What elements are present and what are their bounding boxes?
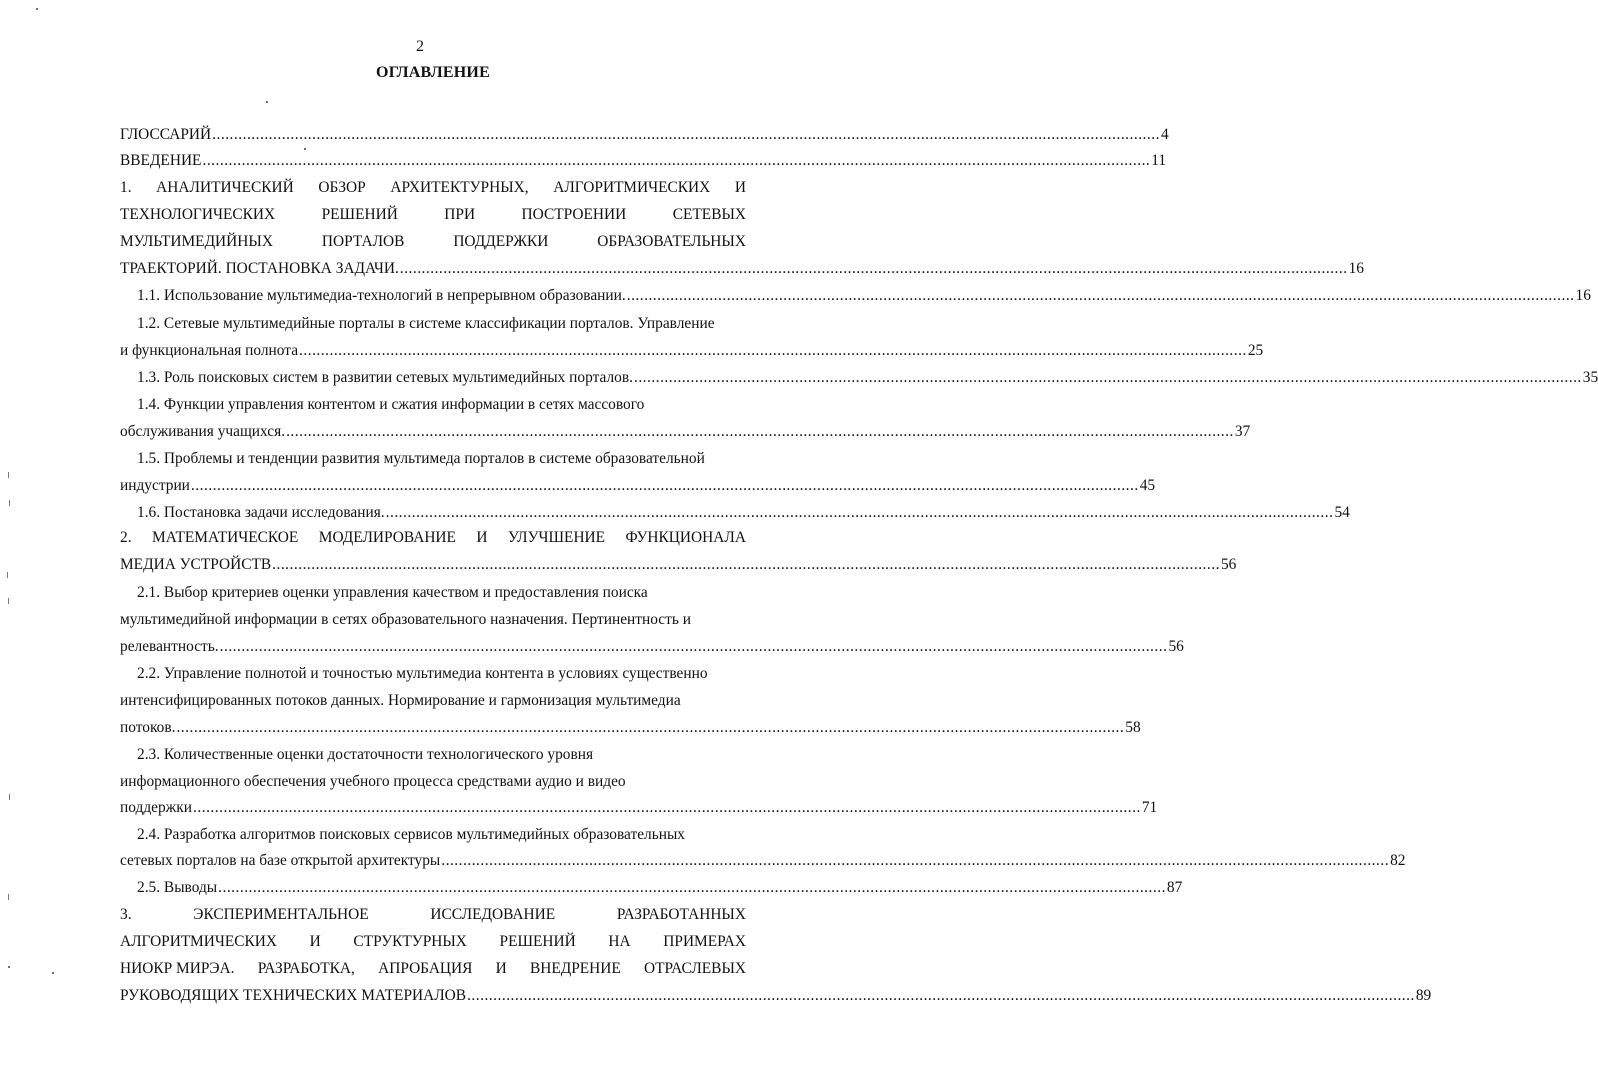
toc-line	[0, 175, 798, 201]
scan-speck	[36, 8, 38, 10]
scan-speck	[8, 598, 9, 604]
toc-line	[0, 848, 1406, 874]
toc-line	[0, 446, 798, 472]
toc-word: И	[734, 179, 746, 196]
toc-entry-title: 1.3. Роль поисковых систем в развитии сетевых мультимедийных порталов.	[137, 369, 633, 386]
dot-leader: ..........................................................................................................................................................................................................................	[467, 987, 1415, 1004]
toc-text: 2.2. Управление полнотой и точностью мультимедиа контента в условиях существенно	[137, 665, 708, 682]
toc-page-number: 16	[1575, 287, 1591, 304]
toc-entry-title: ТРАЕКТОРИЙ. ПОСТАНОВКА ЗАДАЧИ.	[120, 260, 399, 277]
toc-entry-title: МЕДИА УСТРОЙСТВ	[120, 556, 272, 573]
toc-word: НА	[608, 933, 631, 950]
toc-line	[0, 392, 798, 418]
toc-word: ИССЛЕДОВАНИЕ	[430, 906, 556, 923]
toc-line	[0, 229, 798, 255]
toc-entry-title: ГЛОССАРИЙ	[120, 126, 212, 143]
toc-line	[0, 983, 1432, 1009]
toc-word: РАЗРАБОТАННЫХ	[616, 906, 746, 923]
toc-word: ЭКСПЕРИМЕНТАЛЬНОЕ	[193, 906, 369, 923]
toc-word: ПОСТРОЕНИИ	[521, 206, 627, 223]
toc-word: СТРУКТУРНЫХ	[353, 933, 467, 950]
toc-text: 2.3. Количественные оценки достаточности технологического уровня	[137, 746, 594, 763]
toc-word: РАЗРАБОТКА,	[257, 960, 355, 977]
toc-page-number: 25	[1247, 342, 1264, 359]
toc-page-number: 56	[1220, 556, 1237, 573]
toc-word: И	[495, 960, 507, 977]
scan-speck	[8, 966, 10, 968]
toc-word: МАТЕМАТИЧЕСКОЕ	[152, 529, 299, 546]
toc-page-number: 4	[1160, 126, 1169, 143]
toc-word: 3.	[120, 906, 132, 923]
toc-line	[0, 283, 1591, 309]
toc-line	[0, 365, 1598, 391]
toc-word: И	[476, 529, 488, 546]
toc-page-number: 56	[1168, 638, 1184, 655]
toc-line	[0, 338, 1264, 364]
toc-entry-title: РУКОВОДЯЩИХ ТЕХНИЧЕСКИХ МАТЕРИАЛОВ	[120, 987, 467, 1004]
toc-entry-title: обслуживания учащихся.	[120, 423, 286, 440]
toc-entry-title: поддержки	[120, 799, 193, 816]
toc-entry-title: ВВЕДЕНИЕ	[120, 152, 202, 169]
dot-leader: ..........................................................................................................................................................................................................................	[626, 287, 1575, 304]
page-title: ОГЛАВЛЕНИЕ	[376, 64, 490, 81]
toc-line	[0, 552, 1237, 578]
toc-line	[0, 795, 1158, 821]
dot-leader: ..........................................................................................................................................................................................................................	[190, 477, 1139, 494]
toc-word: ВНЕДРЕНИЕ	[529, 960, 621, 977]
toc-page-number: 82	[1390, 852, 1406, 869]
scan-speck	[9, 500, 10, 506]
toc-word: ПРИМЕРАХ	[663, 933, 746, 950]
toc-word: СЕТЕВЫХ	[672, 206, 746, 223]
scan-speck	[52, 972, 54, 974]
dot-leader: ..........................................................................................................................................................................................................................	[399, 260, 1348, 277]
toc-word: ФУНКЦИОНАЛА	[625, 529, 746, 546]
toc-word: НИОКР МИРЭА.	[120, 960, 235, 977]
toc-line	[0, 256, 1364, 282]
toc-page-number: 45	[1139, 477, 1156, 494]
toc-word: УЛУЧШЕНИЕ	[508, 529, 606, 546]
toc-line	[0, 580, 798, 606]
toc-text: 1.5. Проблемы и тенденции развития мультимеда порталов в системе образовательной	[137, 450, 705, 467]
toc-page-number: 71	[1141, 799, 1158, 816]
toc-text: 1.2. Сетевые мультимедийные порталы в системе классификации порталов. Управление	[137, 315, 715, 332]
toc-line	[0, 148, 1167, 174]
dot-leader: ..........................................................................................................................................................................................................................	[176, 719, 1125, 736]
toc-line	[0, 742, 798, 768]
toc-page-number: 11	[1151, 152, 1167, 169]
toc-word: ПРИ	[444, 206, 476, 223]
toc-line	[0, 473, 1156, 499]
toc-text: 1.4. Функции управления контентом и сжатия информации в сетях массового	[137, 396, 645, 413]
toc-word: ОБЗОР	[318, 179, 366, 196]
toc-word: АРХИТЕКТУРНЫХ,	[390, 179, 529, 196]
toc-line	[0, 688, 798, 714]
toc-entry-title: 2.5. Выводы	[137, 879, 218, 896]
toc-word: АЛГОРИТМИЧЕСКИХ	[120, 933, 278, 950]
toc-word: АЛГОРИТМИЧЕСКИХ	[553, 179, 711, 196]
toc-word: РЕШЕНИЙ	[321, 206, 398, 223]
toc-line	[0, 956, 798, 982]
toc-line	[0, 715, 1141, 741]
scan-speck	[8, 472, 9, 478]
toc-word: ОТРАСЛЕВЫХ	[644, 960, 746, 977]
toc-line	[0, 929, 798, 955]
toc-word: РЕШЕНИЙ	[499, 933, 576, 950]
toc-word: И	[309, 933, 321, 950]
toc-line	[0, 902, 798, 928]
dot-leader: ..........................................................................................................................................................................................................................	[202, 152, 1151, 169]
toc-line	[0, 525, 798, 551]
toc-entry-title: потоков.	[120, 719, 176, 736]
scan-speck	[7, 572, 8, 578]
dot-leader: ..........................................................................................................................................................................................................................	[441, 852, 1390, 869]
toc-word: ТЕХНОЛОГИЧЕСКИХ	[120, 206, 276, 223]
dot-leader: ..........................................................................................................................................................................................................................	[212, 126, 1160, 143]
toc-line	[0, 661, 798, 687]
toc-page-number: 89	[1415, 987, 1432, 1004]
toc-page-number: 54	[1334, 504, 1350, 521]
toc-line	[0, 122, 1169, 148]
toc-page-number: 16	[1348, 260, 1364, 277]
toc-text: интенсифицированных потоков данных. Нормирование и гармонизация мультимедиа	[120, 692, 681, 709]
toc-text: мультимедийной информации в сетях образовательного назначения. Пертинентность и	[120, 611, 691, 628]
toc-word: ПОРТАЛОВ	[321, 233, 405, 250]
toc-word: 2.	[120, 529, 132, 546]
toc-page-number: 58	[1125, 719, 1141, 736]
toc-line	[0, 202, 798, 228]
toc-page-number: 87	[1166, 879, 1183, 896]
toc-word: АНАЛИТИЧЕСКИЙ	[156, 179, 294, 196]
dot-leader: ..........................................................................................................................................................................................................................	[219, 638, 1168, 655]
toc-entry-title: сетевых порталов на базе открытой архитектуры	[120, 852, 441, 869]
toc-word: ОБРАЗОВАТЕЛЬНЫХ	[597, 233, 746, 250]
toc-text: информационного обеспечения учебного процесса средствами аудио и видео	[120, 773, 626, 790]
toc-line	[0, 500, 1350, 526]
toc-entry-title: релевантность.	[120, 638, 219, 655]
toc-line	[0, 419, 1251, 445]
page-number: 2	[416, 38, 424, 55]
toc-line	[0, 769, 798, 795]
toc-page-number: 35	[1582, 369, 1598, 386]
toc-word: МОДЕЛИРОВАНИЕ	[318, 529, 456, 546]
dot-leader: ..........................................................................................................................................................................................................................	[385, 504, 1334, 521]
toc-word: АПРОБАЦИЯ	[378, 960, 473, 977]
toc-line	[0, 634, 1184, 660]
toc-line	[0, 822, 798, 848]
toc-text: 2.4. Разработка алгоритмов поисковых сервисов мультимедийных образовательных	[137, 826, 685, 843]
toc-entry-title: индустрии	[120, 477, 190, 494]
toc-entry-title: и функциональная полнота	[120, 342, 299, 359]
dot-leader: ..........................................................................................................................................................................................................................	[299, 342, 1247, 359]
toc-entry-title: 1.6. Постановка задачи исследования.	[137, 504, 385, 521]
toc-line	[0, 875, 1183, 901]
toc-word: 1.	[120, 179, 132, 196]
toc-text: 2.1. Выбор критериев оценки управления качеством и предоставления поиска	[137, 584, 648, 601]
toc-page-number: 37	[1234, 423, 1251, 440]
dot-leader: ..........................................................................................................................................................................................................................	[272, 556, 1220, 573]
toc-entry-title: 1.1. Использование мультимедиа-технологий в непрерывном образовании.	[137, 287, 626, 304]
dot-leader: ..........................................................................................................................................................................................................................	[286, 423, 1234, 440]
scan-speck	[304, 148, 306, 150]
toc-line	[0, 311, 798, 337]
toc-line	[0, 607, 798, 633]
dot-leader: ..........................................................................................................................................................................................................................	[218, 879, 1166, 896]
dot-leader: ..........................................................................................................................................................................................................................	[193, 799, 1141, 816]
scan-speck	[9, 794, 10, 800]
dot-leader: ..........................................................................................................................................................................................................................	[633, 369, 1582, 386]
toc-word: ПОДДЕРЖКИ	[453, 233, 549, 250]
scan-speck	[266, 101, 268, 103]
scan-speck	[8, 894, 9, 900]
toc-word: МУЛЬТИМЕДИЙНЫХ	[120, 233, 273, 250]
